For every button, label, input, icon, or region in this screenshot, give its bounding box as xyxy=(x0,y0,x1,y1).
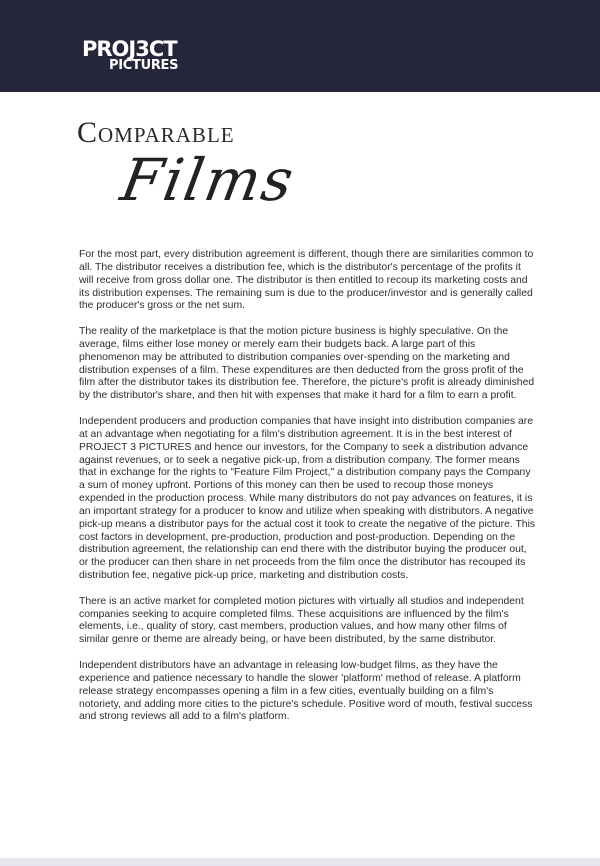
page-title: Comparable xyxy=(77,116,235,149)
company-logo xyxy=(82,38,192,80)
paragraph: For the most part, every distribution agreement is different, though there are similarities common to all. The distributor receives a distribution fee, which is the distributor's percentage of the profits it will receive from gross dollar one. The distributor is then entitled to recoup its marketing costs and its distribution expenses. The remaining sum is due to the producer/investor and is generally called the producer's gross or the net sum. xyxy=(79,249,534,312)
paragraph: Independent distributors have an advantage in releasing low-budget films, as they have the experience and patience necessary to handle the slower 'platform' method of release. A platform release strategy encompasses opening a film in a few cities, eventually building on a film's notoriety, and adding more cities to the picture's schedule. Positive word of mouth, festival success and strong reviews all add to a film's platform. xyxy=(79,660,533,723)
page-title-script: Films xyxy=(116,146,301,214)
page-footer-strip xyxy=(0,858,600,866)
body-text xyxy=(79,249,537,737)
paragraph: There is an active market for completed motion pictures with virtually all studios and independent companies seeking to acquire completed films. These acquisitions are influenced by the film's elements, i.e., quality of story, cast members, production values, and how many other films of similar genre or theme are already being, or have been distributed, by the same distributor. xyxy=(79,595,524,646)
page-header xyxy=(0,0,600,92)
paragraph: Independent producers and production companies that have insight into distribution companies are at an advantage when negotiating for a film's distribution agreement. It is in the best interest of PROJECT 3 PICTURES and hence our investors, for the Company to seek a distribution advance against revenues, or to seek a negative pick-up, from a distribution company. The former means that in exchange for the rights to "Feature Film Project," a distribution company pays the Company a sum of money upfront. Portions of this money can then be used to recoup those moneys expended in the production process. While many distributors do not pay advances on features, it is an important strategy for a producer to know and utilize when speaking with distributors. A negative pick-up means a distributor pays for the actual cost it took to create the negative of the picture. This cost factors in development, pre-production, production and post-production. Depending on the distribution agreement, the relationship can end there with the distributor buying the producer out, or the producer can then share in net proceeds from the film once the distributor has recouped its distribution fee, negative pick-up price, marketing and distribution costs. xyxy=(79,415,536,582)
logo-wordmark: PROJ3CT xyxy=(82,37,177,61)
paragraph: The reality of the marketplace is that the motion picture business is highly speculative. On the average, films either lose money or merely earn their budgets back. A large part of this phenomenon may be attributed to distribution companies over-spending on the marketing and distribution expenses of a film. These expenditures are then deducted from the gross profit of the film after the distributor takes its distribution fee. Therefore, the picture's profit is already diminished by the distributor's share, and then hit with expenses that make it hard for a film to earn a profit. xyxy=(79,326,535,402)
logo-subtitle: PICTURES xyxy=(109,58,179,73)
